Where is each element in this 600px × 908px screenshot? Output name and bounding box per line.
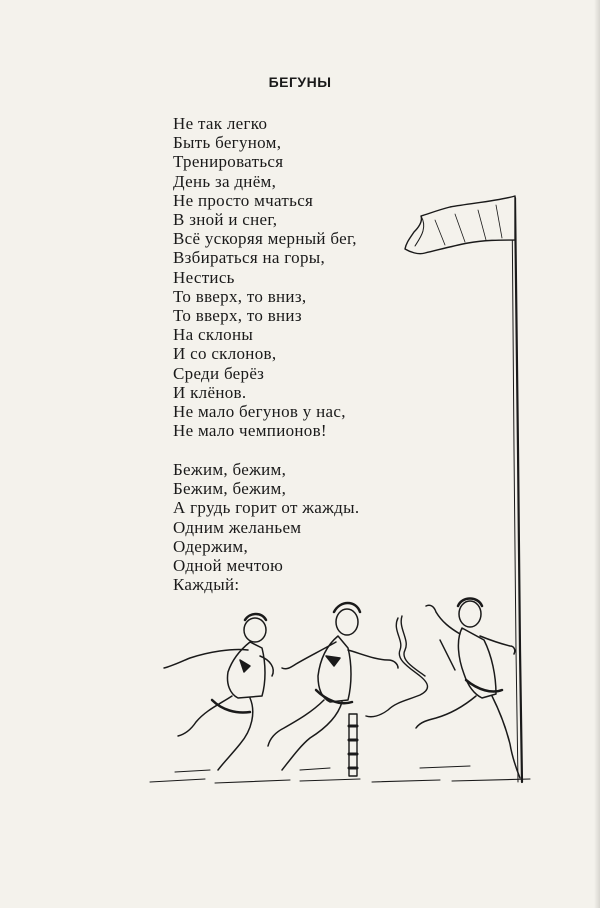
poem-line: Одержим, [173, 536, 248, 556]
poem-line: Не мало чемпионов! [173, 421, 327, 441]
poem-line: Не так легко [173, 114, 268, 133]
poem-line: Всё ускоряя мерный бег, [173, 229, 357, 249]
poem-line: Одной мечтою [173, 556, 284, 576]
poem-line: Одним желаньем [173, 517, 302, 537]
poem-title: БЕГУНЫ [268, 74, 332, 90]
poem-line: На склоны [173, 325, 254, 345]
poem-line: Бежим, бежим, [173, 479, 287, 499]
poem-line: И клёнов. [173, 382, 247, 402]
runner-right [416, 599, 520, 779]
poem-line: Взбираться на горы, [173, 248, 326, 268]
finish-post [349, 714, 357, 776]
page-edge-shadow [594, 0, 600, 908]
poem-line: То вверх, то вниз, [173, 286, 307, 306]
poem-line: Бежим, бежим, [173, 460, 287, 479]
poem-line: То вверх, то вниз [173, 306, 302, 326]
poem-line: Нестись [173, 267, 235, 287]
poem-line: Не мало бегунов у нас, [173, 402, 346, 422]
finish-ribbon [366, 616, 455, 717]
poem-line: А грудь горит от жажды. [173, 498, 360, 518]
poem-line: Не просто мчаться [173, 190, 314, 210]
poem-line: День за днём, [173, 171, 277, 191]
poem-line: Быть бегуном, [173, 133, 282, 153]
poem-line: И со склонов, [173, 344, 277, 364]
runner-left [164, 614, 273, 770]
poem-line: В зной и снег, [173, 210, 278, 230]
poem-line: Тренироваться [173, 152, 284, 172]
poem-line: Каждый: [173, 575, 240, 595]
poem-line: Среди берёз [173, 363, 265, 383]
runner-middle [268, 603, 398, 770]
ground-lines [150, 766, 530, 783]
